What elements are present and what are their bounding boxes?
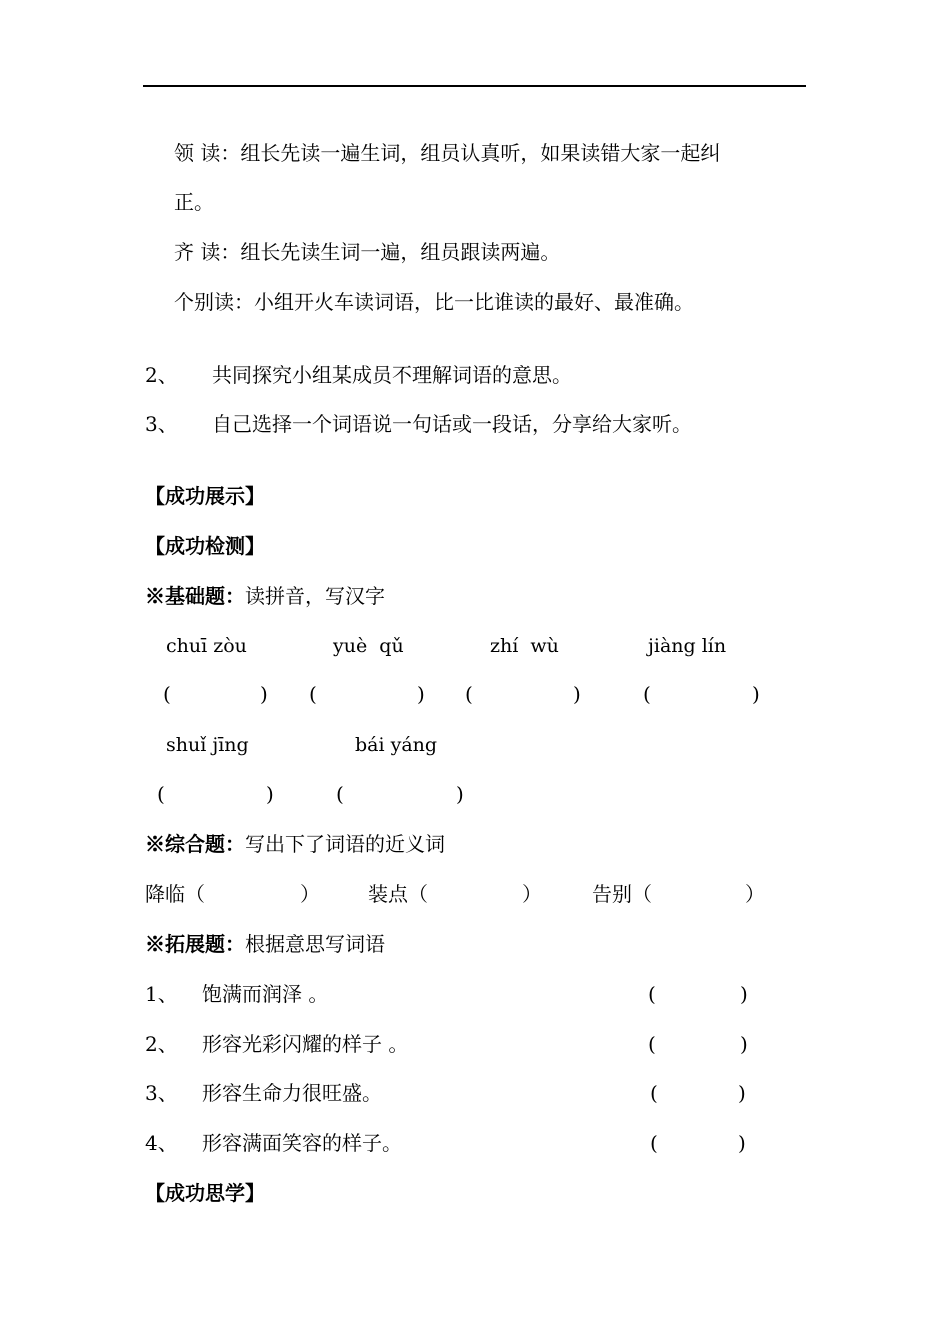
extension-item-number: 4、 [145, 1131, 178, 1155]
answer-blank-close: ) [752, 682, 760, 706]
answer-blank-open: ( [648, 982, 656, 1006]
individual-read-text: 小组开火车读词语，比一比谁读的最好、最准确。 [254, 290, 694, 314]
section-test-heading: 【成功检测】 [145, 534, 265, 558]
answer-blank-close: ) [738, 1131, 746, 1155]
extension-item-text: 形容生命力很旺盛。 [202, 1081, 382, 1105]
answer-blank-close: ) [266, 782, 274, 806]
synonym-word: 告别（ [592, 882, 652, 906]
chorus-read-text: 组长先读生词一遍，组员跟读两遍。 [240, 240, 561, 264]
basic-instruction: 读拼音，写汉字 [245, 584, 385, 608]
task-number: 3、 [145, 412, 178, 436]
answer-blank-close: ) [740, 1032, 748, 1056]
synonym-close: ） [522, 882, 542, 906]
answer-blank-close: ) [456, 782, 464, 806]
answer-blank-open: ( [157, 782, 165, 806]
comprehensive-label: ※综合题： [145, 832, 245, 856]
lead-read-text-cont: 正。 [174, 190, 214, 214]
lead-read-text: 组长先读一遍生词，组员认真听，如果读错大家一起纠 [240, 141, 721, 165]
answer-blank-open: ( [163, 682, 171, 706]
pinyin-item: jiàng lín [648, 635, 727, 657]
answer-blank-open: ( [336, 782, 344, 806]
basic-label: ※基础题： [145, 584, 245, 608]
chorus-read-line [174, 239, 560, 265]
task-text: 自己选择一个词语说一句话或一段话，分享给大家听。 [212, 412, 692, 436]
extension-instruction: 根据意思写词语 [245, 932, 385, 956]
answer-blank-open: ( [648, 1032, 656, 1056]
answer-blank-close: ) [260, 682, 268, 706]
pinyin-item: zhí wù [490, 635, 559, 657]
section-show-heading: 【成功展示】 [145, 484, 265, 508]
answer-blank-close: ) [738, 1081, 746, 1105]
synonym-word: 降临（ [145, 882, 205, 906]
extension-item-number: 3、 [145, 1081, 178, 1105]
pinyin-item: bái yáng [355, 734, 438, 756]
pinyin-item: shuǐ jīng [166, 734, 249, 756]
extension-question [145, 931, 385, 957]
chorus-read-label: 齐 读： [174, 240, 241, 264]
answer-blank-open: ( [650, 1081, 658, 1105]
answer-blank-close: ) [573, 682, 581, 706]
extension-item-text: 形容满面笑容的样子。 [202, 1131, 402, 1155]
comprehensive-question [145, 831, 445, 857]
answer-blank-open: ( [643, 682, 651, 706]
header-rule [143, 85, 806, 87]
individual-read-line [174, 289, 694, 315]
answer-blank-close: ) [417, 682, 425, 706]
lead-read-label: 领 读： [174, 141, 241, 165]
answer-blank-open: ( [309, 682, 317, 706]
synonym-close: ） [745, 882, 765, 906]
pinyin-item: yuè qǔ [333, 635, 404, 657]
answer-blank-open: ( [650, 1131, 658, 1155]
pinyin-item: chuī zòu [166, 635, 247, 657]
lead-read-line [174, 140, 720, 166]
answer-blank-open: ( [465, 682, 473, 706]
task-number: 2、 [145, 363, 178, 387]
basic-question [145, 583, 385, 609]
section-reflect-heading: 【成功思学】 [145, 1181, 265, 1205]
synonym-close: ） [300, 882, 320, 906]
task-text: 共同探究小组某成员不理解词语的意思。 [212, 363, 572, 387]
comprehensive-instruction: 写出下了词语的近义词 [245, 832, 445, 856]
answer-blank-close: ) [740, 982, 748, 1006]
extension-label: ※拓展题： [145, 932, 245, 956]
extension-item-number: 1、 [145, 982, 178, 1006]
extension-item-number: 2、 [145, 1032, 178, 1056]
extension-item-text: 形容光彩闪耀的样子 。 [202, 1032, 409, 1056]
individual-read-label: 个别读： [174, 290, 254, 314]
synonym-word: 装点（ [368, 882, 428, 906]
extension-item-text: 饱满而润泽 。 [202, 982, 329, 1006]
